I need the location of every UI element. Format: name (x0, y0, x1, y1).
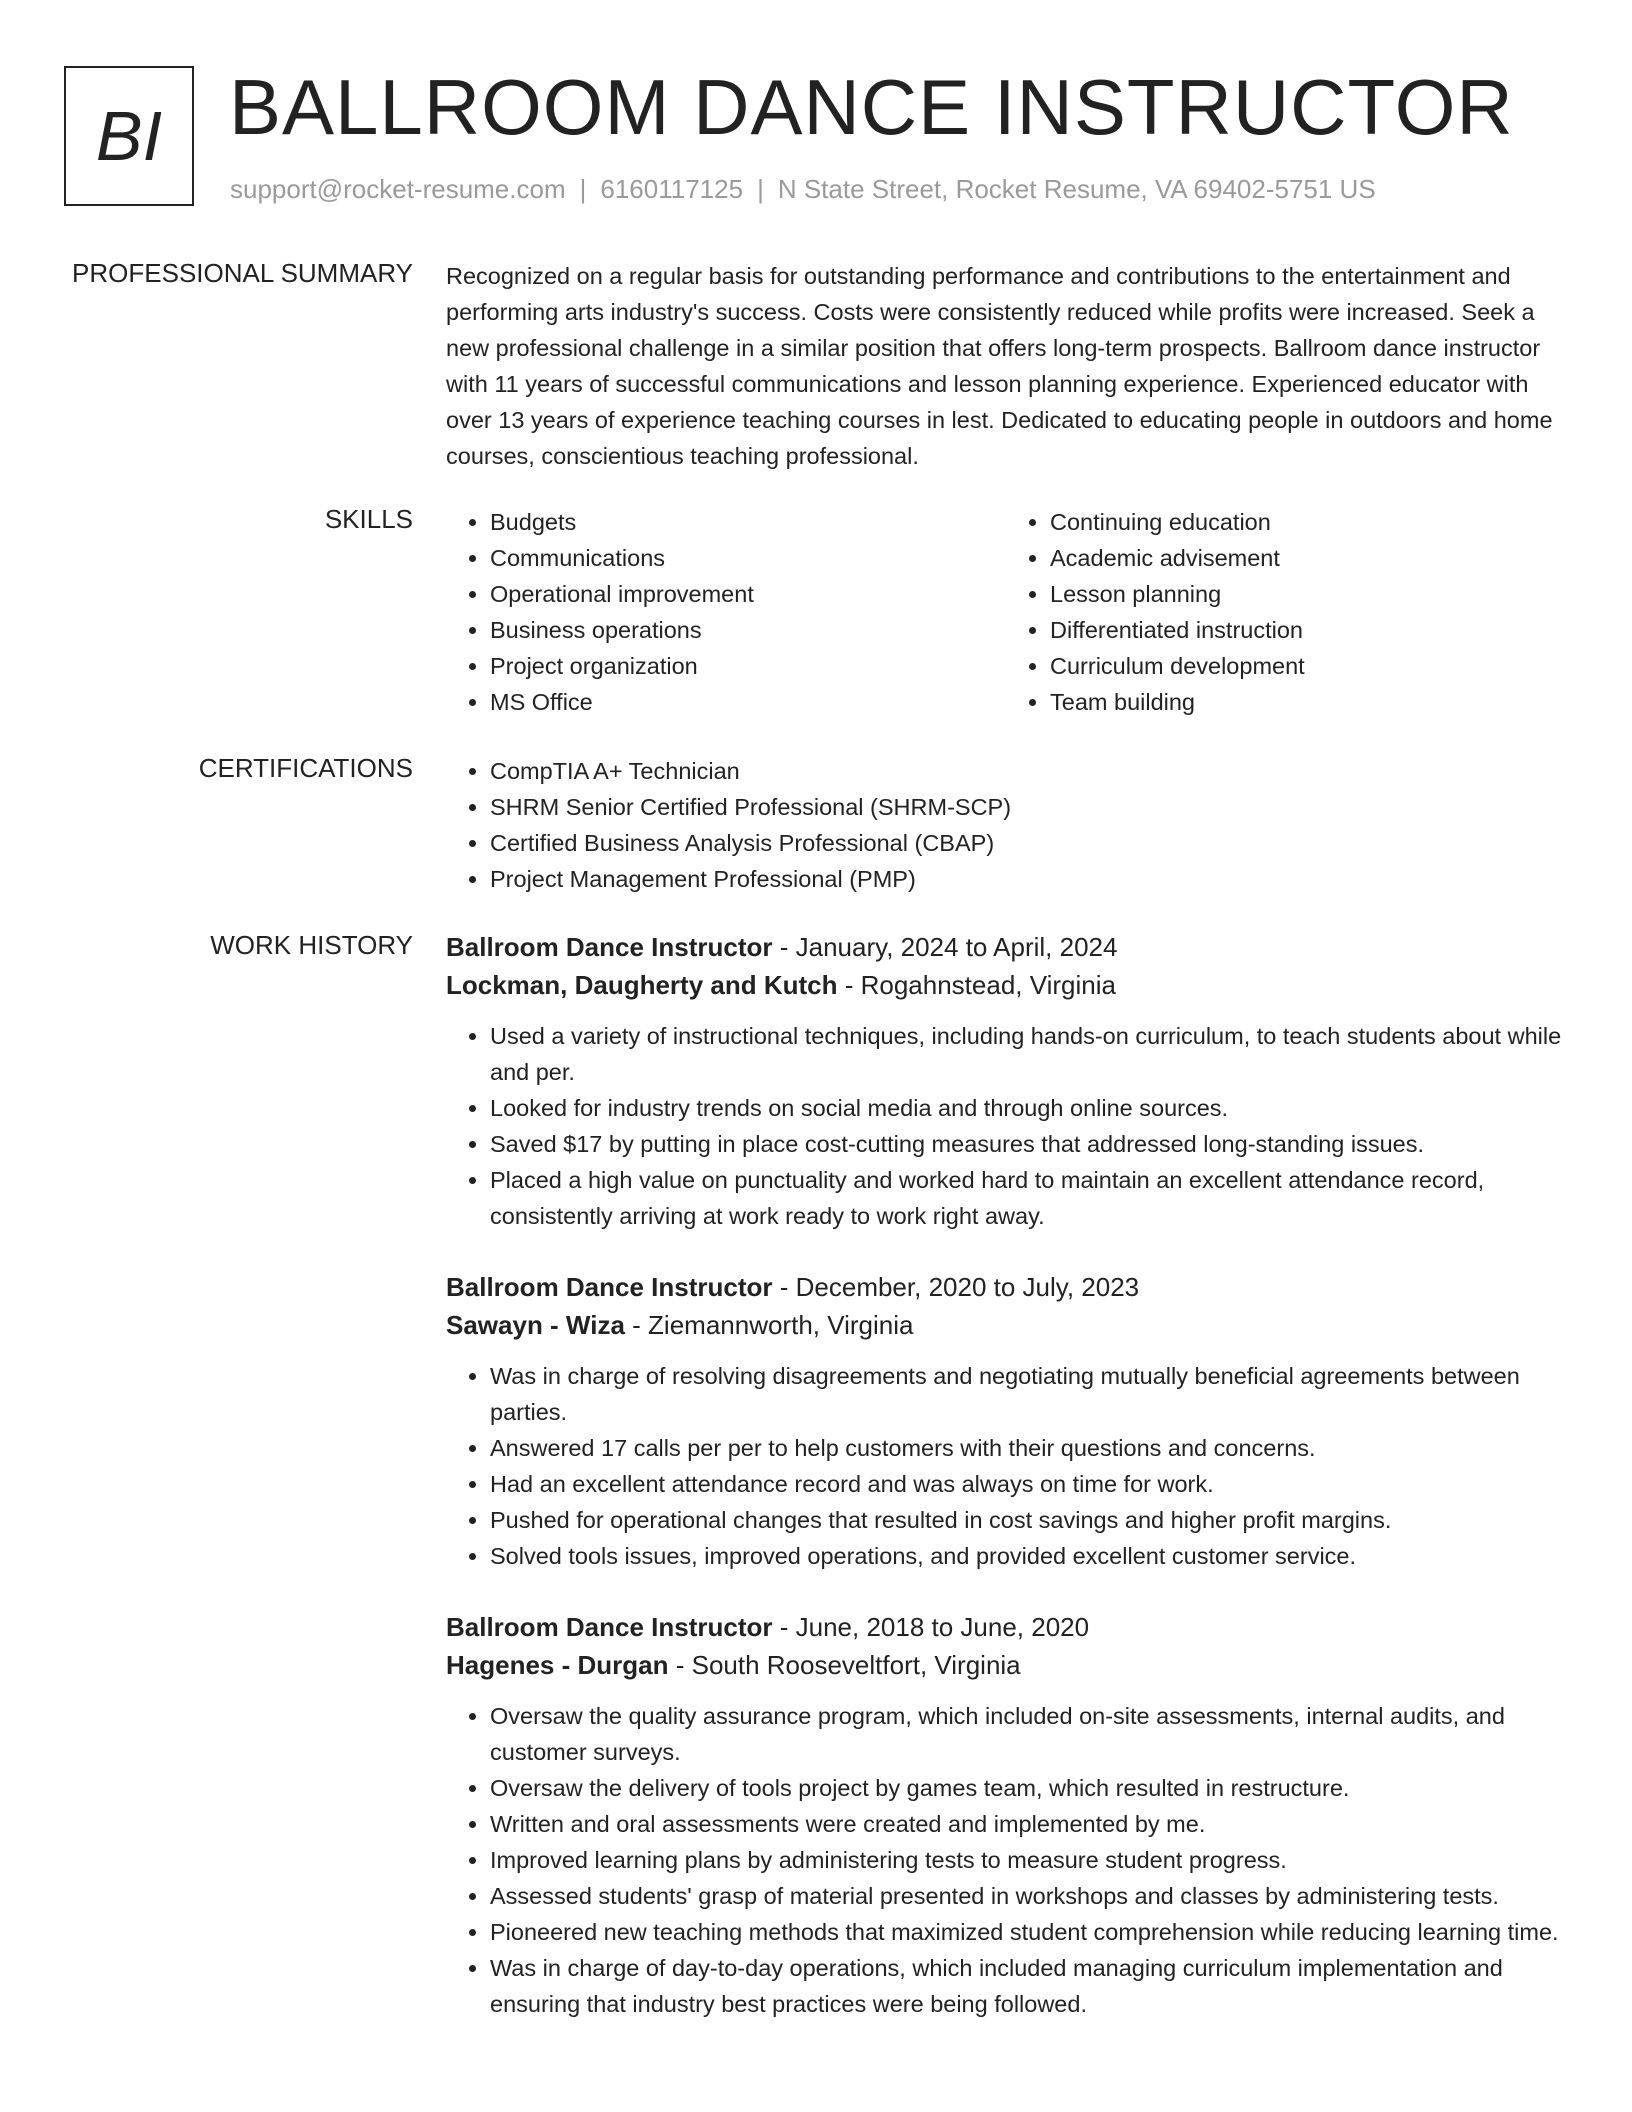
section-heading-certifications: CERTIFICATIONS (198, 753, 413, 783)
job-entry (446, 1268, 1566, 1574)
job-company-line (446, 1306, 1566, 1344)
work-history-body (446, 928, 1566, 2022)
section-heading-summary: PROFESSIONAL SUMMARY (72, 258, 413, 288)
job-bullet: • Solved tools issues, improved operations, and provided excellent customer service. (490, 1538, 1566, 1574)
job-dates: - January, 2024 to April, 2024 (772, 932, 1118, 962)
certification-item: • Project Management Professional (PMP) (490, 861, 1566, 897)
contact-phone[interactable]: 6160117125 (600, 174, 744, 204)
job-entry (446, 1608, 1566, 2022)
skill-item: • Budgets (490, 504, 1006, 540)
job-dates: - June, 2018 to June, 2020 (772, 1612, 1090, 1642)
job-company: Lockman, Daugherty and Kutch (446, 970, 838, 1000)
job-entry (446, 928, 1566, 1234)
skill-item: • Project organization (490, 648, 1006, 684)
job-bullet: • Answered 17 calls per per to help customers with their questions and concerns. (490, 1430, 1566, 1466)
job-title: Ballroom Dance Instructor (446, 1612, 773, 1642)
skill-item: • Communications (490, 540, 1006, 576)
job-bullet: • Oversaw the delivery of tools project by games team, which resulted in restructure. (490, 1770, 1566, 1806)
job-bullet: • Oversaw the quality assurance program, which included on-site assessments, internal audits, and customer surveys. (490, 1698, 1566, 1770)
job-bullet: • Placed a high value on punctuality and worked hard to maintain an excellent attendance record, consistently arriving at work ready to work right away. (490, 1162, 1566, 1234)
job-bullet: • Had an excellent attendance record and was always on time for work. (490, 1466, 1566, 1502)
contact-separator: | (579, 174, 587, 204)
certifications-list (446, 753, 1566, 897)
job-title: Ballroom Dance Instructor (446, 1272, 773, 1302)
skill-item: • Lesson planning (1050, 576, 1566, 612)
page-title: BALLROOM DANCE INSTRUCTOR (229, 63, 1514, 151)
summary-text: Recognized on a regular basis for outstanding performance and contributions to the entertainment and performing arts industry's success. Costs were consistently reduced while profits were increased. Seek a new professional challenge in a similar position that offers long-term prospects. Ballroom dance instructor with 11 years of successful communications and lesson planning experience. Experienced educator with over 13 years of experience teaching courses in lest. Dedicated to educating people in outdoors and home courses, conscientious teaching professional. (446, 263, 1553, 469)
section-heading-work-history: WORK HISTORY (210, 930, 413, 960)
job-title-line (446, 1268, 1566, 1306)
job-dates: - December, 2020 to July, 2023 (772, 1272, 1140, 1302)
skill-item: • Differentiated instruction (1050, 612, 1566, 648)
job-bullet: • Improved learning plans by administering tests to measure student progress. (490, 1842, 1566, 1878)
job-title-line (446, 1608, 1566, 1646)
job-bullet: • Looked for industry trends on social media and through online sources. (490, 1090, 1566, 1126)
job-title-line (446, 928, 1566, 966)
skills-list-left (446, 504, 1006, 720)
job-bullet: • Was in charge of resolving disagreements and negotiating mutually beneficial agreements between parties. (490, 1358, 1566, 1430)
job-location: - South Rooseveltfort, Virginia (668, 1650, 1021, 1680)
skill-item: • Curriculum development (1050, 648, 1566, 684)
contact-separator: | (757, 174, 764, 204)
job-bullet: • Saved $17 by putting in place cost-cutting measures that addressed long-standing issues. (490, 1126, 1566, 1162)
skill-item: • Team building (1050, 684, 1566, 720)
section-heading-skills: SKILLS (324, 504, 413, 534)
job-bullet: • Written and oral assessments were created and implemented by me. (490, 1806, 1566, 1842)
skills-list-right (1006, 504, 1566, 720)
job-bullet: • Assessed students' grasp of material presented in workshops and classes by administering tests. (490, 1878, 1566, 1914)
job-company-line (446, 966, 1566, 1004)
job-company: Hagenes - Durgan (446, 1650, 669, 1680)
contact-line (230, 174, 1376, 205)
job-bullets (446, 1018, 1566, 1234)
contact-address: N State Street, Rocket Resume, VA 69402-5751 US (777, 174, 1376, 204)
skill-item: • Business operations (490, 612, 1006, 648)
certification-item: • SHRM Senior Certified Professional (SHRM-SCP) (490, 789, 1566, 825)
job-company-line (446, 1646, 1566, 1684)
job-bullet: • Pioneered new teaching methods that maximized student comprehension while reducing learning time. (490, 1914, 1566, 1950)
skill-item: • MS Office (490, 684, 1006, 720)
skill-item: • Operational improvement (490, 576, 1006, 612)
job-company: Sawayn - Wiza (446, 1310, 625, 1340)
certification-item: • CompTIA A+ Technician (490, 753, 1566, 789)
contact-email[interactable]: support@rocket-resume.com (230, 174, 566, 204)
certification-item: • Certified Business Analysis Professional (CBAP) (490, 825, 1566, 861)
job-bullet: • Was in charge of day-to-day operations, which included managing curriculum implementation and ensuring that industry best practices were being followed. (490, 1950, 1566, 2022)
job-bullets (446, 1358, 1566, 1574)
job-title: Ballroom Dance Instructor (446, 932, 773, 962)
job-location: - Ziemannworth, Virginia (624, 1310, 914, 1340)
job-bullet: • Used a variety of instructional techniques, including hands-on curriculum, to teach students about while and per. (490, 1018, 1566, 1090)
job-bullets (446, 1698, 1566, 2022)
skill-item: • Academic advisement (1050, 540, 1566, 576)
job-location: - Rogahnstead, Virginia (837, 970, 1116, 1000)
skill-item: • Continuing education (1050, 504, 1566, 540)
monogram: BI (64, 66, 194, 206)
job-bullet: • Pushed for operational changes that resulted in cost savings and higher profit margins. (490, 1502, 1566, 1538)
certifications-body (446, 753, 1566, 897)
skills-columns (446, 504, 1566, 720)
